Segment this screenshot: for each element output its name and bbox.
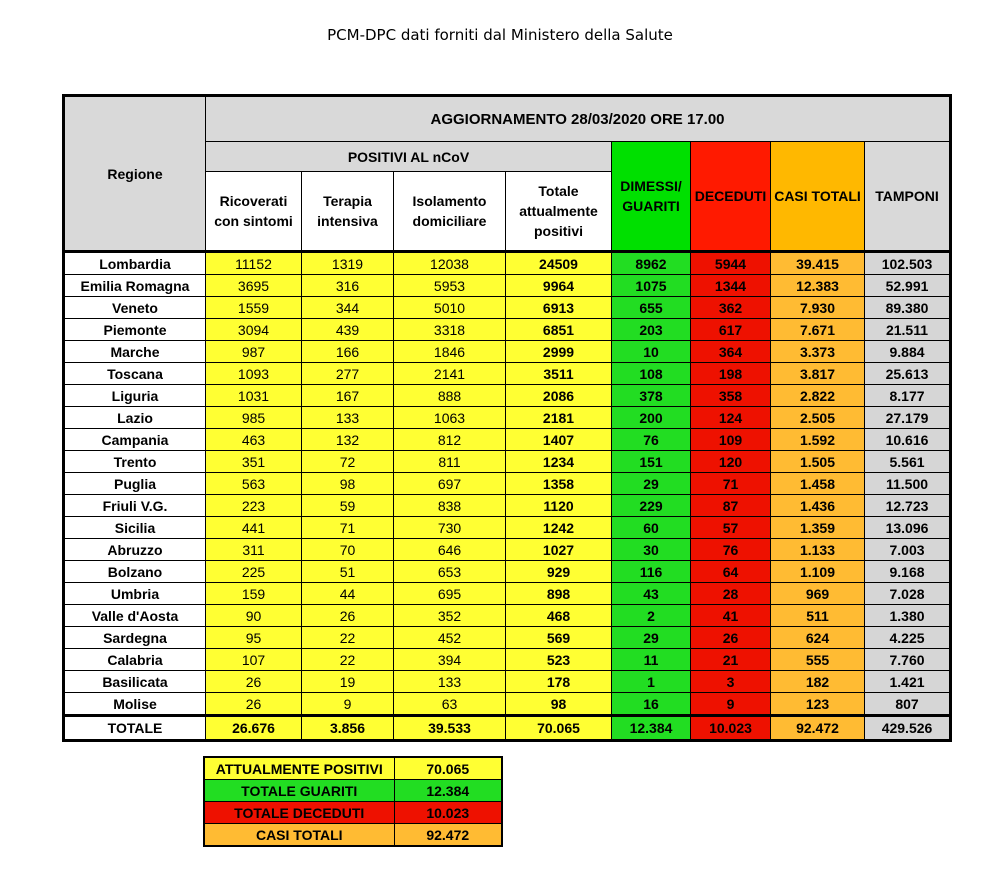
summary-value: 70.065 [394,757,502,780]
covid-regional-table [62,94,952,742]
table-row [64,341,951,363]
totale-positivi-cell: 1242 [506,517,612,539]
terapia-cell: 22 [302,649,394,671]
terapia-cell: 166 [302,341,394,363]
region-cell: Marche [64,341,206,363]
dimessi-cell: 10 [612,341,691,363]
tamponi-cell: 807 [865,693,951,716]
isolamento-cell: 5953 [394,275,506,297]
dimessi-cell: 116 [612,561,691,583]
deceduti-cell: 71 [691,473,771,495]
tamponi-cell: 429.526 [865,716,951,741]
positives-group-header: POSITIVI AL nCoV [206,142,612,172]
isolamento-cell: 697 [394,473,506,495]
terapia-cell: 167 [302,385,394,407]
dimessi-cell: 229 [612,495,691,517]
tamponi-cell: 25.613 [865,363,951,385]
page-title: PCM-DPC dati forniti dal Ministero della Salute [327,26,673,44]
isolamento-cell: 730 [394,517,506,539]
isolamento-cell: 646 [394,539,506,561]
tamponi-cell: 10.616 [865,429,951,451]
deceduti-cell: 124 [691,407,771,429]
summary-label: CASI TOTALI [204,824,394,847]
ricoverati-cell: 225 [206,561,302,583]
deceduti-cell: 5944 [691,252,771,275]
region-cell: Sardegna [64,627,206,649]
deceduti-cell: 87 [691,495,771,517]
deceduti-cell: 28 [691,583,771,605]
region-cell: Emilia Romagna [64,275,206,297]
isolamento-cell: 653 [394,561,506,583]
ricoverati-cell: 26 [206,693,302,716]
casi-totali-cell: 1.109 [771,561,865,583]
totale-positivi-cell: 1027 [506,539,612,561]
dimessi-cell: 1075 [612,275,691,297]
casi-totali-cell: 1.133 [771,539,865,561]
deceduti-cell: 364 [691,341,771,363]
ricoverati-cell: 441 [206,517,302,539]
casi-totali-cell: 969 [771,583,865,605]
deceduti-cell: 76 [691,539,771,561]
ricoverati-cell: 987 [206,341,302,363]
terapia-cell: 44 [302,583,394,605]
totale-positivi-cell: 6851 [506,319,612,341]
terapia-cell: 70 [302,539,394,561]
region-cell: Friuli V.G. [64,495,206,517]
region-cell: Valle d'Aosta [64,605,206,627]
dimessi-cell: 11 [612,649,691,671]
table-row [64,429,951,451]
casi-totali-cell: 92.472 [771,716,865,741]
summary-row [204,802,502,824]
ricoverati-cell: 3094 [206,319,302,341]
deceduti-cell: 21 [691,649,771,671]
tamponi-cell: 52.991 [865,275,951,297]
table-row [64,297,951,319]
isolamento-cell: 888 [394,385,506,407]
casi-totali-cell: 1.592 [771,429,865,451]
terapia-cell: 22 [302,627,394,649]
dimessi-cell: 29 [612,627,691,649]
terapia-cell: 132 [302,429,394,451]
region-cell: Abruzzo [64,539,206,561]
totale-positivi-cell: 178 [506,671,612,693]
region-cell: Piemonte [64,319,206,341]
totale-positivi-header: Totale attualmente positivi [506,172,612,252]
region-cell: Lazio [64,407,206,429]
tamponi-cell: 12.723 [865,495,951,517]
terapia-header: Terapia intensiva [302,172,394,252]
table-row [64,473,951,495]
table-row [64,363,951,385]
dimessi-cell: 203 [612,319,691,341]
terapia-cell: 98 [302,473,394,495]
deceduti-header: DECEDUTI [691,142,771,252]
region-cell: Toscana [64,363,206,385]
region-cell: Veneto [64,297,206,319]
region-header: Regione [64,96,206,252]
casi-totali-cell: 12.383 [771,275,865,297]
tamponi-cell: 8.177 [865,385,951,407]
region-cell: Umbria [64,583,206,605]
table-row [64,627,951,649]
casi-totali-cell: 555 [771,649,865,671]
deceduti-cell: 10.023 [691,716,771,741]
tamponi-cell: 1.380 [865,605,951,627]
deceduti-cell: 109 [691,429,771,451]
dimessi-cell: 378 [612,385,691,407]
dimessi-cell: 16 [612,693,691,716]
table-row [64,605,951,627]
deceduti-cell: 198 [691,363,771,385]
isolamento-cell: 812 [394,429,506,451]
deceduti-cell: 362 [691,297,771,319]
region-cell: Bolzano [64,561,206,583]
table-row [64,671,951,693]
summary-value: 92.472 [394,824,502,847]
casi-totali-cell: 3.817 [771,363,865,385]
ricoverati-cell: 26.676 [206,716,302,741]
dimessi-cell: 200 [612,407,691,429]
totale-positivi-cell: 2086 [506,385,612,407]
dimessi-cell: 12.384 [612,716,691,741]
deceduti-cell: 617 [691,319,771,341]
region-cell: Molise [64,693,206,716]
terapia-cell: 133 [302,407,394,429]
tamponi-cell: 21.511 [865,319,951,341]
ricoverati-cell: 107 [206,649,302,671]
deceduti-cell: 9 [691,693,771,716]
casi-totali-cell: 3.373 [771,341,865,363]
casi-totali-cell: 7.930 [771,297,865,319]
terapia-cell: 439 [302,319,394,341]
isolamento-cell: 12038 [394,252,506,275]
casi-totali-cell: 123 [771,693,865,716]
isolamento-cell: 2141 [394,363,506,385]
casi-totali-header: CASI TOTALI [771,142,865,252]
isolamento-cell: 39.533 [394,716,506,741]
isolamento-header: Isolamento domiciliare [394,172,506,252]
totale-positivi-cell: 2999 [506,341,612,363]
table-row [64,583,951,605]
terapia-cell: 59 [302,495,394,517]
terapia-cell: 277 [302,363,394,385]
tamponi-header: TAMPONI [865,142,951,252]
totale-positivi-cell: 70.065 [506,716,612,741]
tamponi-cell: 7.003 [865,539,951,561]
totale-positivi-cell: 468 [506,605,612,627]
table-row [64,693,951,716]
isolamento-cell: 1063 [394,407,506,429]
dimessi-cell: 151 [612,451,691,473]
summary-label: ATTUALMENTE POSITIVI [204,757,394,780]
summary-value: 10.023 [394,802,502,824]
totale-positivi-cell: 1234 [506,451,612,473]
casi-totali-cell: 2.822 [771,385,865,407]
tamponi-cell: 7.760 [865,649,951,671]
ricoverati-cell: 11152 [206,252,302,275]
terapia-cell: 1319 [302,252,394,275]
totale-positivi-cell: 2181 [506,407,612,429]
totale-positivi-cell: 1358 [506,473,612,495]
totale-positivi-cell: 898 [506,583,612,605]
region-cell: Basilicata [64,671,206,693]
isolamento-cell: 1846 [394,341,506,363]
isolamento-cell: 352 [394,605,506,627]
update-header: AGGIORNAMENTO 28/03/2020 ORE 17.00 [206,96,951,142]
totale-positivi-cell: 9964 [506,275,612,297]
terapia-cell: 344 [302,297,394,319]
dimessi-cell: 1 [612,671,691,693]
casi-totali-cell: 1.505 [771,451,865,473]
dimessi-cell: 30 [612,539,691,561]
dimessi-cell: 2 [612,605,691,627]
totale-positivi-cell: 98 [506,693,612,716]
tamponi-cell: 13.096 [865,517,951,539]
casi-totali-cell: 624 [771,627,865,649]
table-row [64,252,951,275]
ricoverati-cell: 563 [206,473,302,495]
dimessi-cell: 76 [612,429,691,451]
summary-row [204,780,502,802]
dimessi-cell: 60 [612,517,691,539]
tamponi-cell: 11.500 [865,473,951,495]
table-row [64,385,951,407]
region-cell: TOTALE [64,716,206,741]
region-cell: Campania [64,429,206,451]
deceduti-cell: 120 [691,451,771,473]
region-cell: Puglia [64,473,206,495]
ricoverati-cell: 3695 [206,275,302,297]
terapia-cell: 71 [302,517,394,539]
region-cell: Calabria [64,649,206,671]
terapia-cell: 26 [302,605,394,627]
summary-row [204,824,502,847]
totale-positivi-cell: 569 [506,627,612,649]
dimessi-header: DIMESSI/ GUARITI [612,142,691,252]
dimessi-cell: 43 [612,583,691,605]
isolamento-cell: 5010 [394,297,506,319]
table-row [64,319,951,341]
casi-totali-cell: 1.436 [771,495,865,517]
deceduti-cell: 1344 [691,275,771,297]
summary-label: TOTALE GUARITI [204,780,394,802]
deceduti-cell: 64 [691,561,771,583]
tamponi-cell: 89.380 [865,297,951,319]
tamponi-cell: 27.179 [865,407,951,429]
isolamento-cell: 452 [394,627,506,649]
dimessi-cell: 108 [612,363,691,385]
summary-label: TOTALE DECEDUTI [204,802,394,824]
totale-positivi-cell: 1120 [506,495,612,517]
region-cell: Lombardia [64,252,206,275]
casi-totali-cell: 511 [771,605,865,627]
casi-totali-cell: 1.359 [771,517,865,539]
ricoverati-cell: 159 [206,583,302,605]
deceduti-cell: 3 [691,671,771,693]
summary-row [204,757,502,780]
table-row [64,275,951,297]
isolamento-cell: 838 [394,495,506,517]
tamponi-cell: 102.503 [865,252,951,275]
terapia-cell: 3.856 [302,716,394,741]
dimessi-cell: 29 [612,473,691,495]
isolamento-cell: 811 [394,451,506,473]
region-cell: Liguria [64,385,206,407]
ricoverati-cell: 1031 [206,385,302,407]
total-row [64,716,951,741]
table-row [64,451,951,473]
tamponi-cell: 5.561 [865,451,951,473]
ricoverati-cell: 985 [206,407,302,429]
ricoverati-cell: 311 [206,539,302,561]
table-row [64,495,951,517]
isolamento-cell: 394 [394,649,506,671]
table-row [64,649,951,671]
totale-positivi-cell: 523 [506,649,612,671]
isolamento-cell: 63 [394,693,506,716]
totale-positivi-cell: 24509 [506,252,612,275]
totale-positivi-cell: 6913 [506,297,612,319]
casi-totali-cell: 7.671 [771,319,865,341]
region-cell: Trento [64,451,206,473]
terapia-cell: 72 [302,451,394,473]
ricoverati-cell: 1093 [206,363,302,385]
tamponi-cell: 9.884 [865,341,951,363]
isolamento-cell: 133 [394,671,506,693]
tamponi-cell: 4.225 [865,627,951,649]
dimessi-cell: 8962 [612,252,691,275]
isolamento-cell: 695 [394,583,506,605]
ricoverati-cell: 463 [206,429,302,451]
casi-totali-cell: 39.415 [771,252,865,275]
deceduti-cell: 57 [691,517,771,539]
ricoverati-header: Ricoverati con sintomi [206,172,302,252]
deceduti-cell: 358 [691,385,771,407]
deceduti-cell: 26 [691,627,771,649]
summary-value: 12.384 [394,780,502,802]
table-row [64,517,951,539]
tamponi-cell: 1.421 [865,671,951,693]
table-row [64,539,951,561]
casi-totali-cell: 1.458 [771,473,865,495]
casi-totali-cell: 182 [771,671,865,693]
dimessi-cell: 655 [612,297,691,319]
region-cell: Sicilia [64,517,206,539]
ricoverati-cell: 26 [206,671,302,693]
table-row [64,407,951,429]
casi-totali-cell: 2.505 [771,407,865,429]
table-row [64,561,951,583]
ricoverati-cell: 90 [206,605,302,627]
ricoverati-cell: 223 [206,495,302,517]
isolamento-cell: 3318 [394,319,506,341]
ricoverati-cell: 351 [206,451,302,473]
summary-table [203,756,503,847]
totale-positivi-cell: 929 [506,561,612,583]
terapia-cell: 19 [302,671,394,693]
terapia-cell: 316 [302,275,394,297]
ricoverati-cell: 95 [206,627,302,649]
tamponi-cell: 9.168 [865,561,951,583]
ricoverati-cell: 1559 [206,297,302,319]
terapia-cell: 51 [302,561,394,583]
deceduti-cell: 41 [691,605,771,627]
terapia-cell: 9 [302,693,394,716]
totale-positivi-cell: 1407 [506,429,612,451]
totale-positivi-cell: 3511 [506,363,612,385]
tamponi-cell: 7.028 [865,583,951,605]
